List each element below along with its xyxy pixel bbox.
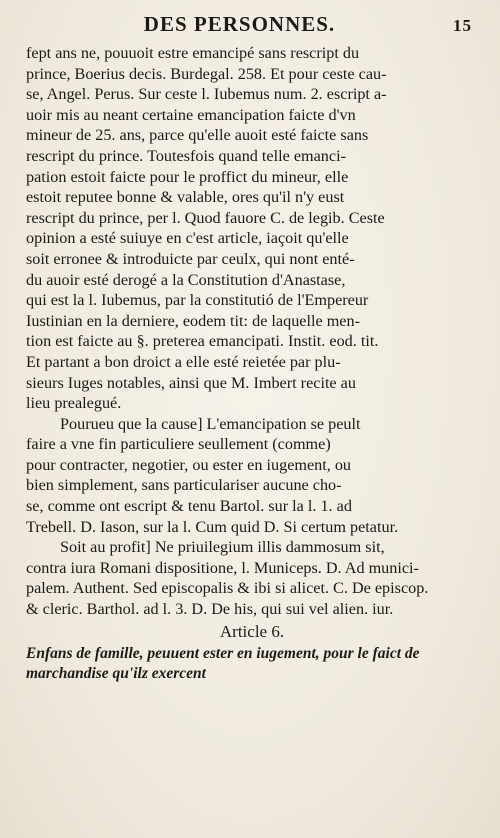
text-line: qui est la l. Iubemus, par la constitutió de l'Empereur xyxy=(26,291,369,310)
article-heading: Article 6. xyxy=(219,621,285,641)
text-line: bien simplement, sans particulariser aucune cho- xyxy=(26,476,342,495)
text-line: se, Angel. Perus. Sur ceste l. Iubemus num. 2. escript a- xyxy=(26,85,387,104)
text-line: sieurs Iuges notables, ainsi que M. Imbert recite au xyxy=(26,373,356,392)
text-line: opinion a esté suiuye en c'est article, iaçoit qu'elle xyxy=(26,229,349,248)
text-line: fept ans ne, pouuoit estre emancipé sans rescript du xyxy=(26,44,360,62)
text-line: tion est faicte au §. preterea emancipati. Instit. eod. tit. xyxy=(26,332,379,351)
running-title: DES PERSONNES. xyxy=(143,12,336,36)
text-line: faire a vne fin particuliere seullement (comme) xyxy=(26,435,331,454)
text-line: & cleric. Barthol. ad l. 3. D. De his, qui sui vel alien. iur. xyxy=(26,600,394,619)
text-line: mineur de 25. ans, parce qu'elle auoit esté faicte sans xyxy=(26,126,369,145)
text-line: uoir mis au neant certaine emancipation faicte d'vn xyxy=(26,105,356,124)
text-line: contra iura Romani dispositione, l. Municeps. D. Ad munici- xyxy=(26,558,419,577)
page-header xyxy=(26,12,478,37)
rubric-line: Enfans de famille, peuuent ester en iugement, pour le faict de xyxy=(26,644,420,662)
text-line: Pourueu que la cause] L'emancipation se peult xyxy=(60,414,361,433)
text-line: Soit au profit] Ne priuilegium illis dammosum sit, xyxy=(60,538,385,557)
text-line: Trebell. D. Iason, sur la l. Cum quid D. Si certum petatur. xyxy=(26,517,399,536)
text-line: lieu prealegué. xyxy=(26,394,122,413)
text-line: se, comme ont escript & tenu Bartol. sur la l. 1. ad xyxy=(26,497,352,516)
text-line: estoit reputee bonne & valable, ores qu'il n'y eust xyxy=(26,188,345,207)
text-line: rescript du prince, per l. Quod fauore C. de legib. Ceste xyxy=(26,208,385,227)
text-line: Iustinian en la derniere, eodem tit: de laquelle men- xyxy=(26,311,360,330)
article-rubric xyxy=(26,644,478,684)
text-line: rescript du prince. Toutesfois quand telle emanci- xyxy=(26,146,346,165)
text-line: soit erronee & introduicte par ceulx, qui nont enté- xyxy=(26,249,355,268)
text-line: palem. Authent. Sed episcopalis & ibi si alicet. C. De episcop. xyxy=(26,579,429,598)
body-paragraph-1 xyxy=(26,43,478,414)
rubric-line: marchandise qu'ilz exercent xyxy=(26,664,206,682)
text-line: du auoir esté derogé a la Constitution d'Anastase, xyxy=(26,270,346,289)
text-line: prince, Boerius decis. Burdegal. 258. Et pour ceste cau- xyxy=(26,64,387,83)
text-line: Et partant a bon droict a elle esté reietée par plu- xyxy=(26,352,341,371)
body-paragraph-2 xyxy=(26,414,478,620)
text-line: pation estoit faicte pour le proffict du mineur, elle xyxy=(26,167,349,186)
folio-number: 15 xyxy=(453,16,472,35)
text-line: pour contracter, negotier, ou ester en iugement, ou xyxy=(26,455,352,474)
